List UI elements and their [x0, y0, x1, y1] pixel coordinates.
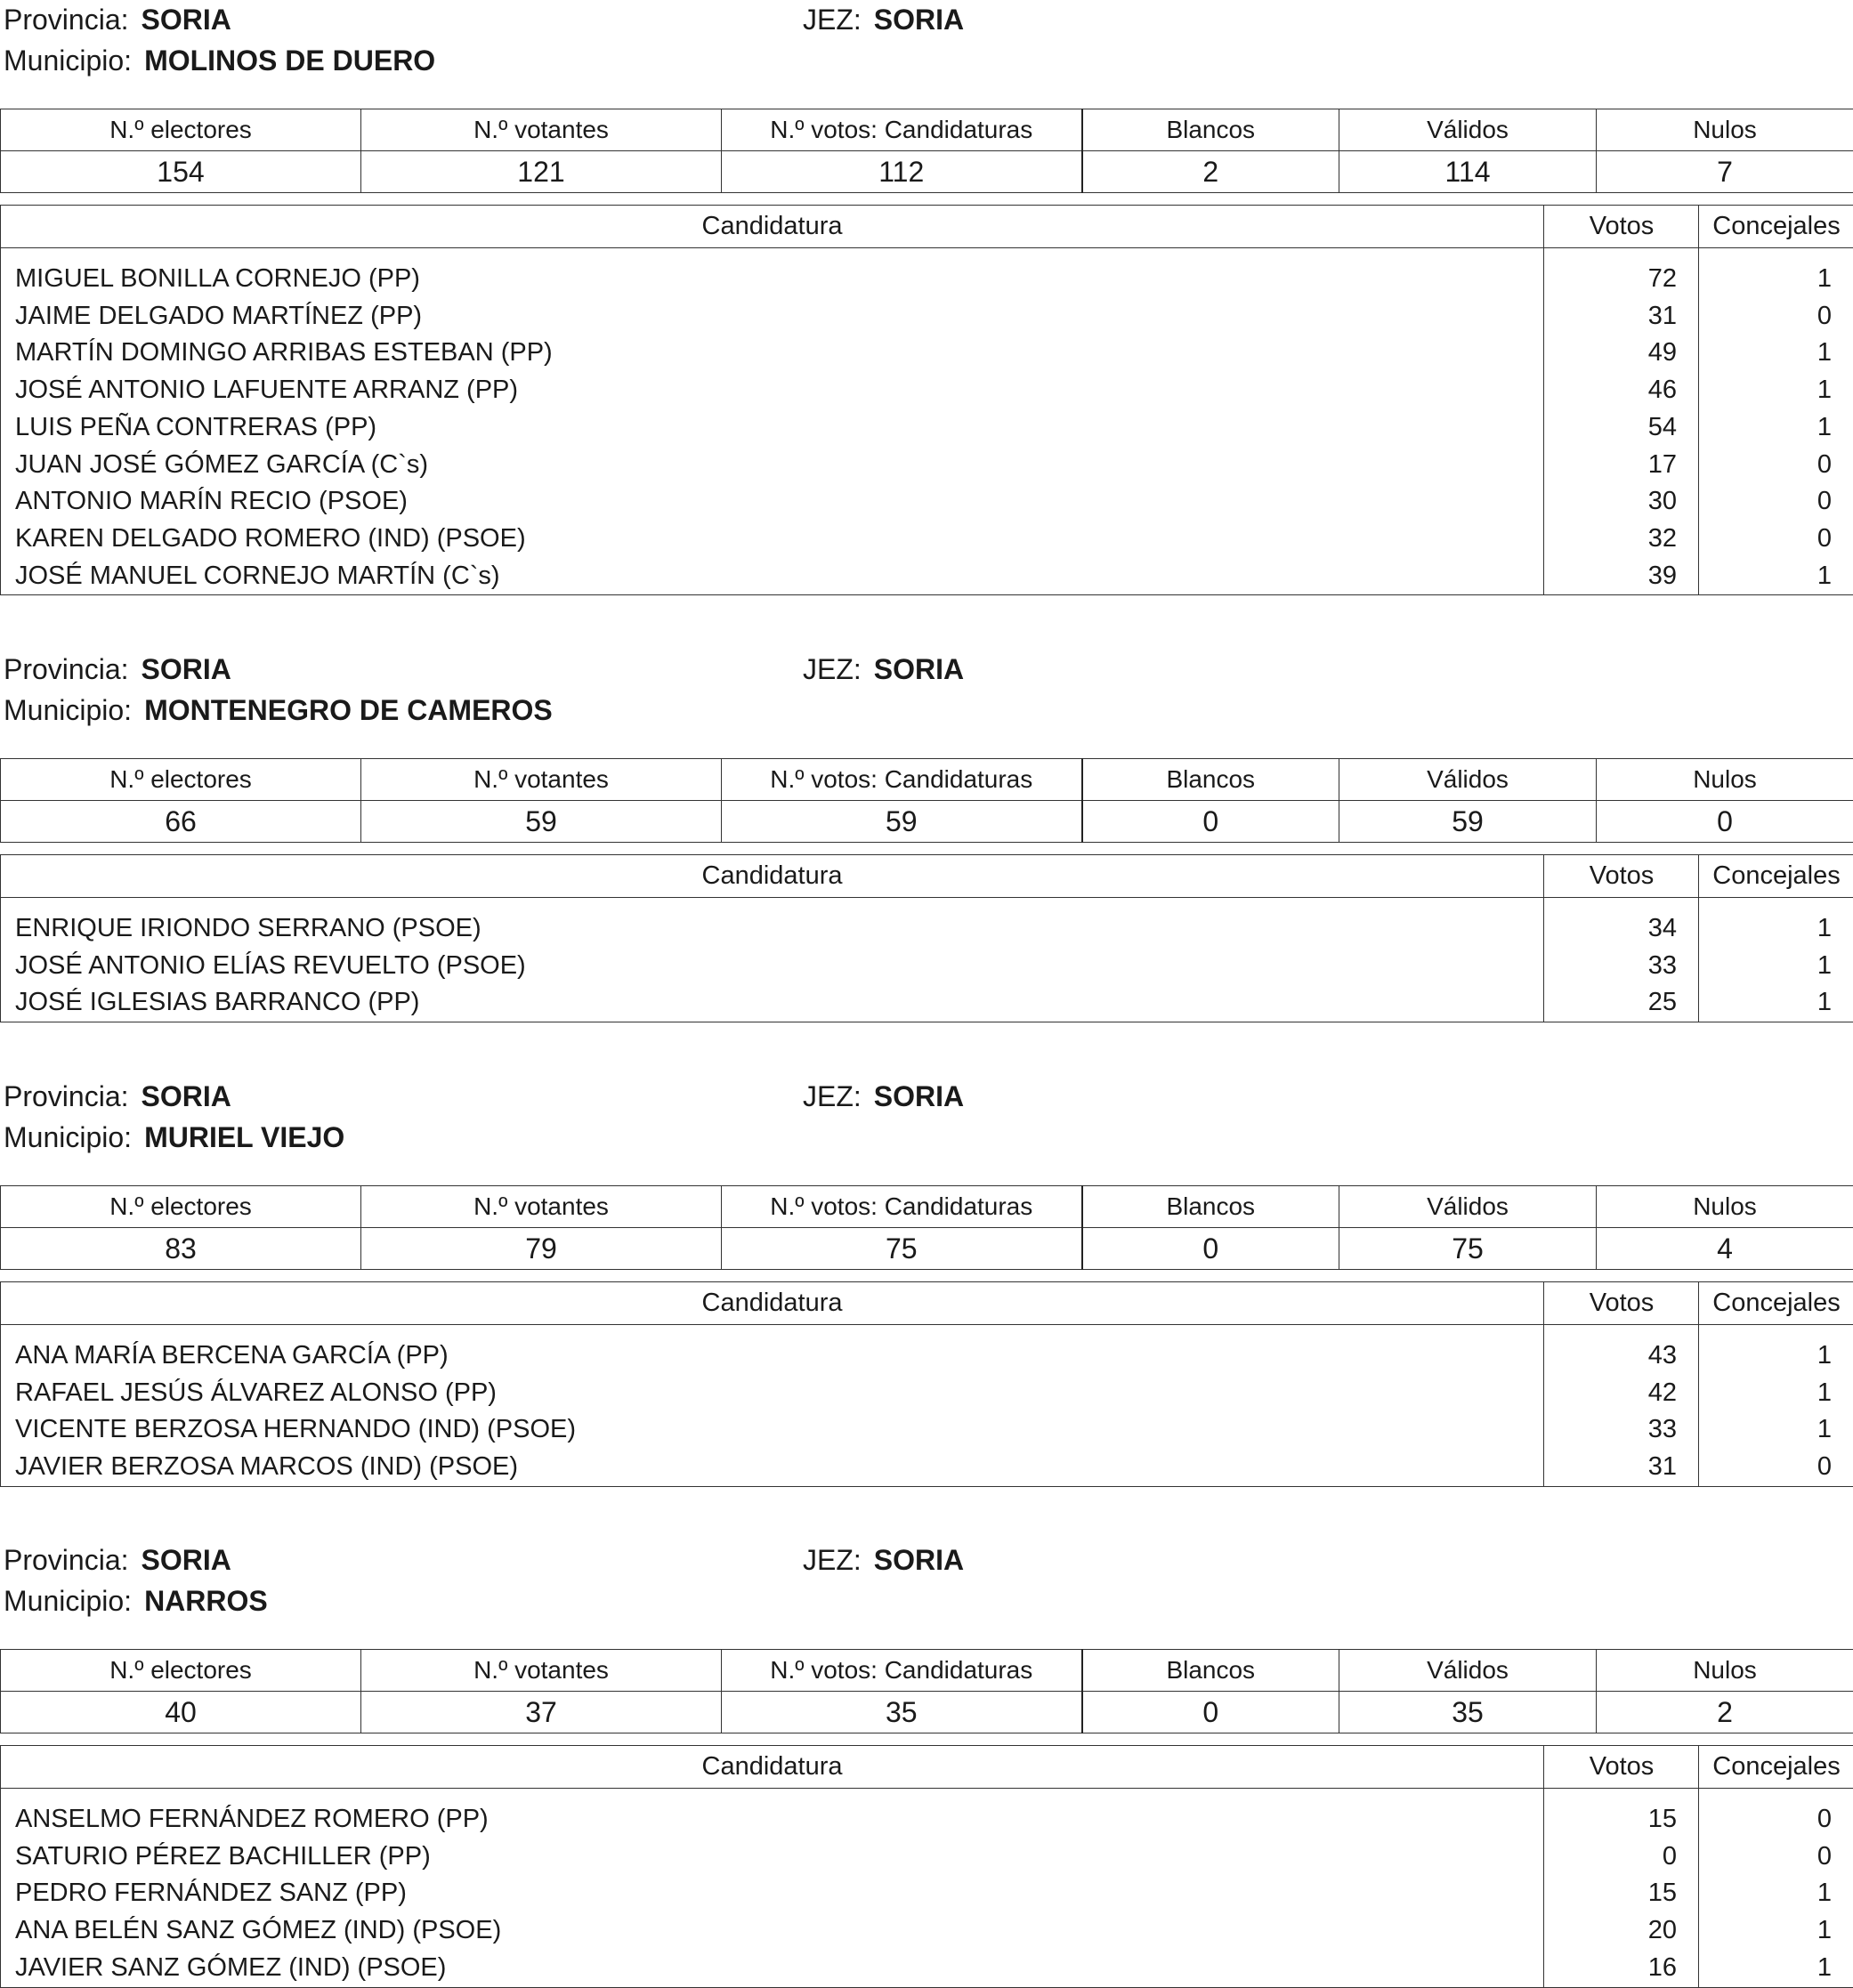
jez-value: SORIA: [874, 4, 964, 36]
validos-header: Válidos: [1339, 759, 1597, 801]
candidate-row: [1, 1950, 1853, 1987]
provincia-label: Provincia:: [4, 653, 129, 685]
candidate-row: [1, 1875, 1853, 1912]
votos-candidaturas-value: 75: [722, 1228, 1082, 1270]
electores-header: N.º electores: [1, 1650, 361, 1692]
candidate-concejales: 1: [1699, 558, 1853, 595]
candidate-name: PEDRO FERNÁNDEZ SANZ (PP): [1, 1875, 1544, 1912]
electores-value: 40: [1, 1692, 361, 1733]
candidates-table: [0, 854, 1853, 1022]
candidate-votos: 15: [1544, 1801, 1699, 1838]
candidate-concejales: 1: [1699, 1375, 1853, 1412]
jez-value: SORIA: [874, 653, 964, 685]
nulos-value: 0: [1597, 801, 1853, 843]
provincia-label: Provincia:: [4, 1080, 129, 1112]
candidates-table: [0, 205, 1853, 595]
candidate-votos: 20: [1544, 1912, 1699, 1950]
candidate-concejales: 1: [1699, 335, 1853, 372]
votos-header: Votos: [1544, 206, 1699, 248]
provincia-line: [4, 1544, 231, 1576]
candidate-votos: 17: [1544, 447, 1699, 484]
provincia-line: [4, 4, 231, 36]
votos-candidaturas-header: N.º votos: Candidaturas: [722, 1186, 1082, 1228]
jez-label: JEZ:: [803, 1080, 862, 1112]
candidate-row: [1, 910, 1853, 948]
candidate-name: KAREN DELGADO ROMERO (IND) (PSOE): [1, 521, 1544, 558]
candidate-concejales: 1: [1699, 984, 1853, 1022]
nulos-value: 2: [1597, 1692, 1853, 1733]
candidate-votos: 15: [1544, 1875, 1699, 1912]
candidate-concejales: 1: [1699, 1337, 1853, 1375]
electores-value: 83: [1, 1228, 361, 1270]
candidate-row: [1, 447, 1853, 484]
candidate-votos: 30: [1544, 483, 1699, 521]
candidate-concejales: 0: [1699, 1838, 1853, 1876]
candidate-row: [1, 558, 1853, 595]
votos-candidaturas-value: 112: [722, 151, 1082, 193]
nulos-value: 7: [1597, 151, 1853, 193]
candidate-concejales: 1: [1699, 261, 1853, 298]
candidate-row: [1, 984, 1853, 1022]
municipio-label: Municipio:: [4, 1121, 132, 1153]
validos-header: Válidos: [1339, 1186, 1597, 1228]
candidate-name: ANSELMO FERNÁNDEZ ROMERO (PP): [1, 1801, 1544, 1838]
votos-candidaturas-value: 59: [722, 801, 1082, 843]
summary-table: [0, 1649, 1853, 1733]
candidate-row: [1, 261, 1853, 298]
municipio-value: MONTENEGRO DE CAMEROS: [144, 694, 553, 726]
candidate-row: [1, 1337, 1853, 1375]
municipio-value: MURIEL VIEJO: [144, 1121, 344, 1153]
candidate-name: JUAN JOSÉ GÓMEZ GARCÍA (C`s): [1, 447, 1544, 484]
municipio-value: MOLINOS DE DUERO: [144, 44, 435, 77]
nulos-header: Nulos: [1597, 759, 1853, 801]
candidate-row: [1, 521, 1853, 558]
concejales-header: Concejales: [1699, 206, 1853, 248]
concejales-header: Concejales: [1699, 1746, 1853, 1789]
candidate-row: [1, 1801, 1853, 1838]
candidate-row: [1, 1912, 1853, 1950]
electores-header: N.º electores: [1, 759, 361, 801]
nulos-value: 4: [1597, 1228, 1853, 1270]
municipio-line: [4, 1121, 344, 1153]
jez-value: SORIA: [874, 1080, 964, 1112]
electores-header: N.º electores: [1, 1186, 361, 1228]
jez-line: [803, 1080, 964, 1112]
candidate-concejales: 0: [1699, 483, 1853, 521]
candidate-concejales: 1: [1699, 409, 1853, 447]
votantes-header: N.º votantes: [361, 109, 722, 151]
candidate-name: MARTÍN DOMINGO ARRIBAS ESTEBAN (PP): [1, 335, 1544, 372]
municipio-line: [4, 1585, 268, 1617]
votantes-value: 37: [361, 1692, 722, 1733]
votos-candidaturas-header: N.º votos: Candidaturas: [722, 1650, 1082, 1692]
candidate-concejales: 0: [1699, 298, 1853, 335]
jez-label: JEZ:: [803, 653, 862, 685]
jez-line: [803, 1544, 964, 1576]
candidate-concejales: 0: [1699, 1801, 1853, 1838]
candidate-name: ANTONIO MARÍN RECIO (PSOE): [1, 483, 1544, 521]
municipio-label: Municipio:: [4, 694, 132, 726]
provincia-value: SORIA: [142, 653, 231, 685]
candidate-name: RAFAEL JESÚS ÁLVAREZ ALONSO (PP): [1, 1375, 1544, 1412]
validos-header: Válidos: [1339, 1650, 1597, 1692]
candidate-row: [1, 948, 1853, 985]
summary-table: [0, 758, 1853, 843]
blancos-value: 0: [1082, 801, 1339, 843]
candidate-row: [1, 483, 1853, 521]
candidate-concejales: 1: [1699, 372, 1853, 409]
candidate-votos: 16: [1544, 1950, 1699, 1987]
validos-value: 35: [1339, 1692, 1597, 1733]
candidate-concejales: 1: [1699, 1411, 1853, 1449]
candidate-votos: 72: [1544, 261, 1699, 298]
candidate-name: JOSÉ MANUEL CORNEJO MARTÍN (C`s): [1, 558, 1544, 595]
blancos-header: Blancos: [1082, 1650, 1339, 1692]
summary-table: [0, 1185, 1853, 1270]
votos-candidaturas-header: N.º votos: Candidaturas: [722, 759, 1082, 801]
provincia-label: Provincia:: [4, 4, 129, 36]
validos-header: Válidos: [1339, 109, 1597, 151]
electores-header: N.º electores: [1, 109, 361, 151]
votantes-value: 79: [361, 1228, 722, 1270]
candidate-votos: 32: [1544, 521, 1699, 558]
provincia-line: [4, 1080, 231, 1112]
votos-candidaturas-header: N.º votos: Candidaturas: [722, 109, 1082, 151]
jez-line: [803, 4, 964, 36]
municipio-label: Municipio:: [4, 1585, 132, 1617]
candidate-concejales: 1: [1699, 910, 1853, 948]
candidate-name: JAVIER BERZOSA MARCOS (IND) (PSOE): [1, 1449, 1544, 1486]
votantes-value: 121: [361, 151, 722, 193]
candidate-row: [1, 1449, 1853, 1486]
votos-header: Votos: [1544, 1282, 1699, 1325]
nulos-header: Nulos: [1597, 109, 1853, 151]
votos-header: Votos: [1544, 1746, 1699, 1789]
candidate-row: [1, 335, 1853, 372]
jez-label: JEZ:: [803, 1544, 862, 1576]
votantes-header: N.º votantes: [361, 1650, 722, 1692]
candidate-name: ENRIQUE IRIONDO SERRANO (PSOE): [1, 910, 1544, 948]
candidate-concejales: 0: [1699, 447, 1853, 484]
candidate-votos: 0: [1544, 1838, 1699, 1876]
candidate-name: VICENTE BERZOSA HERNANDO (IND) (PSOE): [1, 1411, 1544, 1449]
candidates-table: [0, 1745, 1853, 1988]
blancos-header: Blancos: [1082, 759, 1339, 801]
candidate-votos: 49: [1544, 335, 1699, 372]
candidate-name: JAVIER SANZ GÓMEZ (IND) (PSOE): [1, 1950, 1544, 1987]
jez-value: SORIA: [874, 1544, 964, 1576]
candidate-name: JOSÉ ANTONIO ELÍAS REVUELTO (PSOE): [1, 948, 1544, 985]
candidate-votos: 46: [1544, 372, 1699, 409]
blancos-value: 0: [1082, 1692, 1339, 1733]
candidate-row: [1, 298, 1853, 335]
candidate-name: ANA BELÉN SANZ GÓMEZ (IND) (PSOE): [1, 1912, 1544, 1950]
validos-value: 114: [1339, 151, 1597, 193]
candidate-row: [1, 1411, 1853, 1449]
validos-value: 59: [1339, 801, 1597, 843]
candidate-concejales: 1: [1699, 948, 1853, 985]
jez-line: [803, 653, 964, 685]
candidatura-header: Candidatura: [1, 1746, 1544, 1789]
candidate-votos: 31: [1544, 298, 1699, 335]
candidatura-header: Candidatura: [1, 206, 1544, 248]
candidate-row: [1, 372, 1853, 409]
votos-header: Votos: [1544, 855, 1699, 898]
candidate-votos: 34: [1544, 910, 1699, 948]
concejales-header: Concejales: [1699, 855, 1853, 898]
candidate-name: JAIME DELGADO MARTÍNEZ (PP): [1, 298, 1544, 335]
candidate-votos: 39: [1544, 558, 1699, 595]
candidate-votos: 43: [1544, 1337, 1699, 1375]
votantes-header: N.º votantes: [361, 759, 722, 801]
nulos-header: Nulos: [1597, 1186, 1853, 1228]
municipio-line: [4, 694, 553, 726]
provincia-value: SORIA: [142, 4, 231, 36]
candidate-name: JOSÉ ANTONIO LAFUENTE ARRANZ (PP): [1, 372, 1544, 409]
candidate-concejales: 0: [1699, 1449, 1853, 1486]
candidate-votos: 25: [1544, 984, 1699, 1022]
candidate-votos: 33: [1544, 948, 1699, 985]
municipio-label: Municipio:: [4, 44, 132, 77]
candidate-votos: 54: [1544, 409, 1699, 447]
candidatura-header: Candidatura: [1, 1282, 1544, 1325]
votantes-value: 59: [361, 801, 722, 843]
candidate-votos: 42: [1544, 1375, 1699, 1412]
candidate-row: [1, 1375, 1853, 1412]
candidates-table: [0, 1281, 1853, 1487]
candidate-concejales: 1: [1699, 1912, 1853, 1950]
candidate-concejales: 0: [1699, 521, 1853, 558]
blancos-header: Blancos: [1082, 109, 1339, 151]
validos-value: 75: [1339, 1228, 1597, 1270]
candidate-votos: 31: [1544, 1449, 1699, 1486]
candidate-row: [1, 1838, 1853, 1876]
electores-value: 154: [1, 151, 361, 193]
municipio-line: [4, 44, 435, 77]
candidate-concejales: 1: [1699, 1875, 1853, 1912]
municipio-value: NARROS: [144, 1585, 268, 1617]
concejales-header: Concejales: [1699, 1282, 1853, 1325]
provincia-value: SORIA: [142, 1544, 231, 1576]
blancos-header: Blancos: [1082, 1186, 1339, 1228]
electores-value: 66: [1, 801, 361, 843]
candidate-name: MIGUEL BONILLA CORNEJO (PP): [1, 261, 1544, 298]
votos-candidaturas-value: 35: [722, 1692, 1082, 1733]
candidate-row: [1, 409, 1853, 447]
nulos-header: Nulos: [1597, 1650, 1853, 1692]
candidate-concejales: 1: [1699, 1950, 1853, 1987]
candidate-name: SATURIO PÉREZ BACHILLER (PP): [1, 1838, 1544, 1876]
candidate-name: JOSÉ IGLESIAS BARRANCO (PP): [1, 984, 1544, 1022]
blancos-value: 0: [1082, 1228, 1339, 1270]
jez-label: JEZ:: [803, 4, 862, 36]
candidatura-header: Candidatura: [1, 855, 1544, 898]
votantes-header: N.º votantes: [361, 1186, 722, 1228]
candidate-name: LUIS PEÑA CONTRERAS (PP): [1, 409, 1544, 447]
summary-table: [0, 109, 1853, 193]
blancos-value: 2: [1082, 151, 1339, 193]
provincia-line: [4, 653, 231, 685]
provincia-label: Provincia:: [4, 1544, 129, 1576]
candidate-votos: 33: [1544, 1411, 1699, 1449]
candidate-name: ANA MARÍA BERCENA GARCÍA (PP): [1, 1337, 1544, 1375]
provincia-value: SORIA: [142, 1080, 231, 1112]
